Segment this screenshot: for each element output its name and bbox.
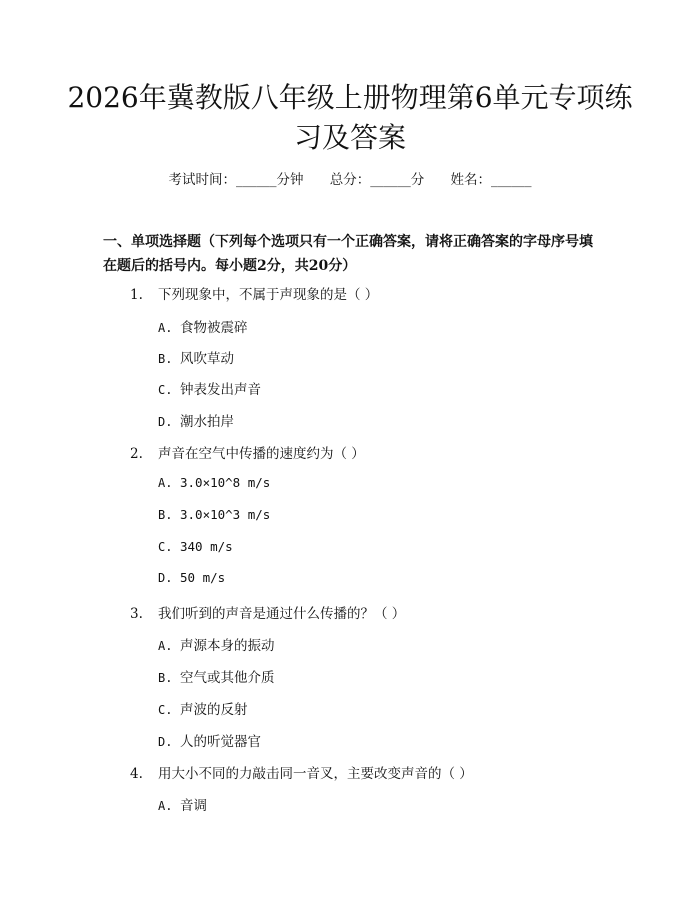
option-text: 人的听觉器官 [180, 734, 261, 750]
option-text: 3.0×10^3 m/s [180, 507, 271, 522]
option-letter: A. [158, 321, 173, 335]
option-text: 3.0×10^8 m/s [180, 475, 271, 490]
option-letter: C. [158, 383, 173, 397]
option-2d [158, 570, 225, 586]
option-letter: A. [158, 476, 173, 490]
question-2 [130, 442, 365, 462]
total-score-label: 总分：______分 [329, 172, 425, 188]
option-letter: D. [158, 415, 173, 429]
option-text: 声源本身的振动 [180, 638, 275, 654]
exam-meta [0, 168, 700, 188]
option-1b [158, 347, 234, 367]
question-4 [130, 762, 473, 782]
option-1c [158, 378, 261, 398]
question-number: 3. [130, 606, 143, 622]
question-number: 4. [130, 766, 143, 782]
option-letter: D. [158, 735, 173, 749]
option-2b [158, 507, 270, 523]
question-number: 2. [130, 446, 143, 462]
option-text: 钟表发出声音 [180, 382, 261, 398]
question-number: 1. [130, 287, 143, 303]
option-3b [158, 666, 275, 686]
option-1a [158, 316, 248, 336]
question-text: 我们听到的声音是通过什么传播的？（ ） [158, 606, 406, 622]
option-letter: C. [158, 703, 173, 717]
student-name-label: 姓名：______ [450, 172, 532, 188]
question-3 [130, 602, 405, 622]
option-4a [158, 794, 207, 814]
option-text: 潮水拍岸 [180, 414, 234, 430]
option-text: 音调 [180, 798, 207, 814]
option-letter: B. [158, 352, 173, 366]
question-1 [130, 283, 378, 303]
option-3a [158, 634, 275, 654]
option-2a [158, 475, 270, 491]
option-text: 声波的反射 [180, 702, 248, 718]
option-text: 风吹草动 [180, 351, 234, 367]
question-text: 声音在空气中传播的速度约为（ ） [158, 446, 365, 462]
option-1d [158, 410, 234, 430]
option-3d [158, 730, 261, 750]
question-text: 下列现象中，不属于声现象的是（ ） [158, 287, 379, 303]
option-letter: B. [158, 671, 173, 685]
question-text: 用大小不同的力敲击同一音叉，主要改变声音的（ ） [158, 766, 473, 782]
option-3c [158, 698, 248, 718]
section-heading: 一、单项选择题（下列每个选项只有一个正确答案，请将正确答案的字母序号填在题后的括号内。每小题2分，共20分） [103, 234, 593, 274]
option-text: 食物被震碎 [180, 320, 248, 336]
option-letter: B. [158, 508, 173, 522]
option-letter: A. [158, 639, 173, 653]
option-text: 50 m/s [180, 570, 226, 585]
exam-time-label: 考试时间：______分钟 [168, 172, 304, 188]
option-text: 340 m/s [180, 539, 233, 554]
option-letter: A. [158, 799, 173, 813]
option-letter: D. [158, 571, 173, 585]
document-title: 2026年冀教版八年级上册物理第6单元专项练习及答案 [67, 81, 633, 154]
option-2c [158, 539, 233, 555]
option-text: 空气或其他介质 [180, 670, 275, 686]
option-letter: C. [158, 540, 173, 554]
